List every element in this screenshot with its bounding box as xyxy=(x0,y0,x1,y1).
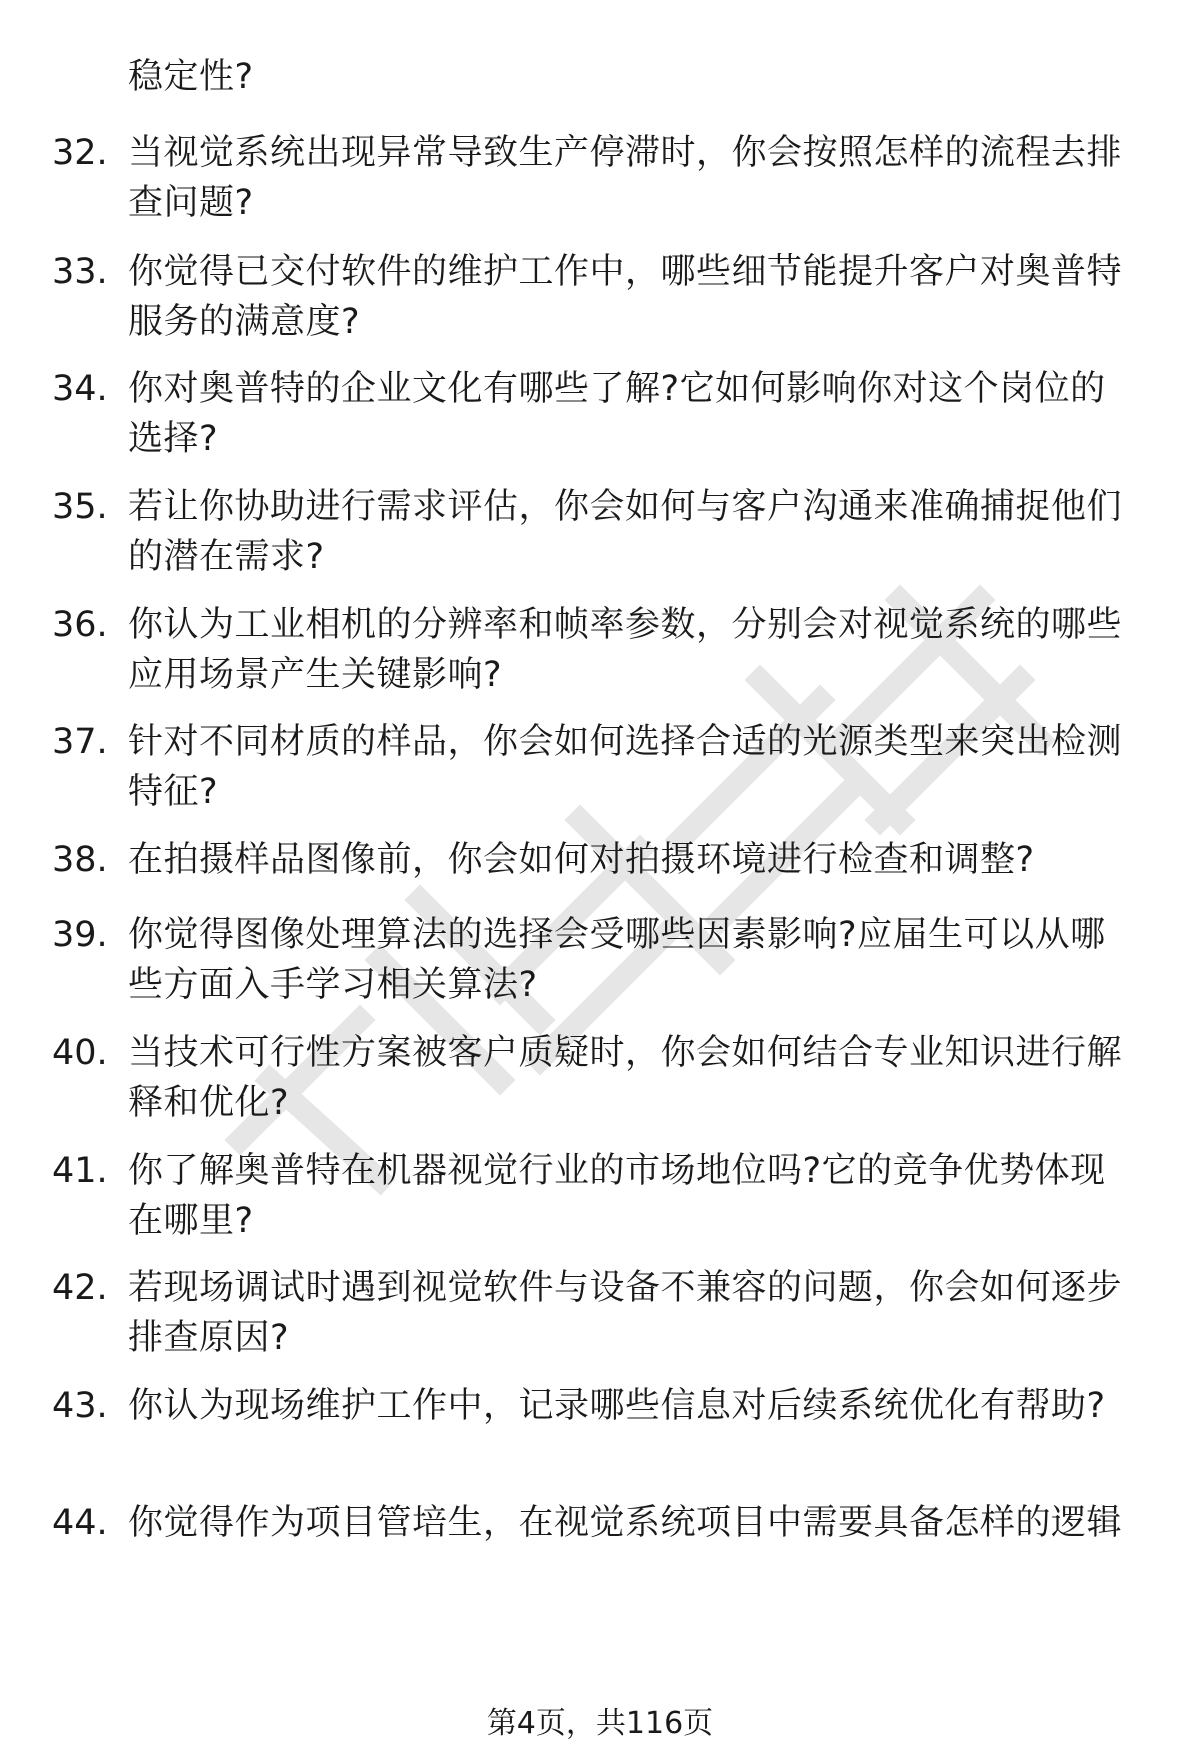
question-text: 你认为现场维护工作中，记录哪些信息对后续系统优化有帮助? xyxy=(128,1386,1106,1426)
question-text: 你觉得图像处理算法的选择会受哪些因素影响?应届生可以从哪些方面入手学习相关算法? xyxy=(128,915,1106,1005)
question-text: 若让你协助进行需求评估，你会如何与客户沟通来准确捕捉他们的潜在需求? xyxy=(128,487,1123,577)
question-text: 稳定性? xyxy=(128,57,254,97)
question-text: 你对奥普特的企业文化有哪些了解?它如何影响你对这个岗位的选择? xyxy=(128,369,1106,459)
question-number: 32. xyxy=(52,133,108,173)
question-text: 当技术可行性方案被客户质疑时，你会如何结合专业知识进行解释和优化? xyxy=(128,1033,1123,1123)
question-number: 43. xyxy=(52,1386,108,1426)
question-text: 当视觉系统出现异常导致生产停滞时，你会按照怎样的流程去排查问题? xyxy=(128,133,1123,223)
question-number: 33. xyxy=(52,252,108,292)
question-text: 若现场调试时遇到视觉软件与设备不兼容的问题，你会如何逐步排查原因? xyxy=(128,1268,1123,1358)
question-number: 42. xyxy=(52,1268,108,1308)
question-text: 针对不同材质的样品，你会如何选择合适的光源类型来突出检测特征? xyxy=(128,722,1123,812)
question-text: 在拍摄样品图像前，你会如何对拍摄环境进行检查和调整? xyxy=(128,840,1035,880)
page-footer: 第4页，共116页 xyxy=(486,1706,714,1741)
question-number: 44. xyxy=(52,1503,108,1543)
question-number: 40. xyxy=(52,1033,108,1073)
question-text: 你觉得作为项目管培生，在视觉系统项目中需要具备怎样的逻辑 xyxy=(128,1503,1123,1543)
question-text: 你认为工业相机的分辨率和帧率参数，分别会对视觉系统的哪些应用场景产生关键影响? xyxy=(128,605,1123,695)
question-text: 你了解奥普特在机器视觉行业的市场地位吗?它的竞争优势体现在哪里? xyxy=(128,1151,1106,1241)
question-number: 34. xyxy=(52,369,108,409)
question-number: 39. xyxy=(52,915,108,955)
question-number: 35. xyxy=(52,487,108,527)
question-number: 37. xyxy=(52,722,108,762)
question-text: 你觉得已交付软件的维护工作中，哪些细节能提升客户对奥普特服务的满意度? xyxy=(128,252,1123,342)
question-number: 38. xyxy=(52,840,108,880)
question-number: 41. xyxy=(52,1151,108,1191)
question-number: 36. xyxy=(52,605,108,645)
